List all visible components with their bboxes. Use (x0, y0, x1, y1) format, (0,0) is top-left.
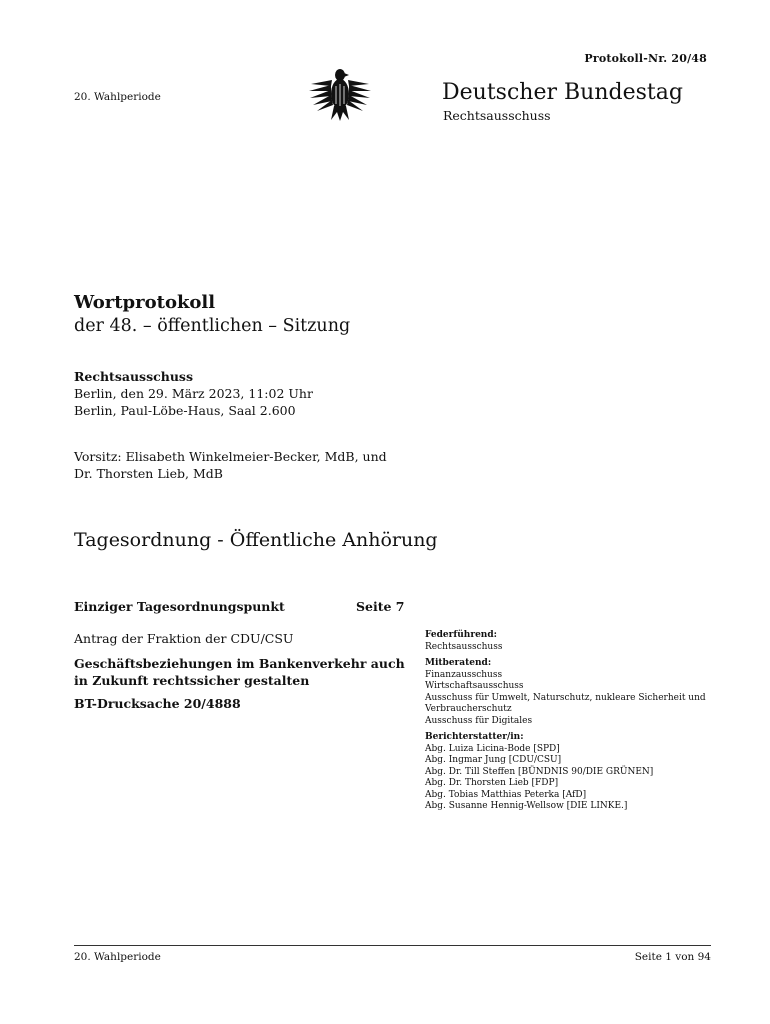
rapporteur: Abg. Dr. Thorsten Lieb [FDP] (425, 778, 559, 788)
page-number: Seite 1 von 94 (634, 951, 711, 963)
advising-committee: Wirtschaftsausschuss (425, 681, 524, 691)
agenda-heading: Tagesordnung - Öffentliche Anhörung (74, 529, 438, 551)
document-subtitle: der 48. – öffentlichen – Sitzung (74, 316, 351, 336)
rapporteur: Abg. Luiza Licina-Bode [SPD] (425, 743, 560, 754)
motion-by: Antrag der Fraktion der CDU/CSU (74, 631, 294, 646)
advising-committee: Ausschuss für Digitales (425, 715, 533, 726)
rapporteur: Abg. Ingmar Jung [CDU/CSU] (425, 755, 562, 765)
footer-divider (74, 945, 711, 946)
rapporteurs-label: Berichterstatter/in: (425, 732, 524, 742)
document-title: Wortprotokoll (74, 292, 216, 313)
lead-label: Federführend: (425, 630, 497, 640)
agenda-item-page: Seite 7 (356, 599, 405, 614)
agenda-item-label: Einziger Tagesordnungspunkt (74, 599, 285, 614)
chair-line-1: Vorsitz: Elisabeth Winkelmeier-Becker, MdB, und (74, 449, 387, 464)
motion-title: Geschäftsbeziehungen im Bankenverkehr auch in Zukunft rechtssicher gestalten (74, 656, 405, 688)
rapporteurs-group (425, 732, 715, 813)
footer-period: 20. Wahlperiode (74, 951, 161, 963)
printed-matter: BT-Drucksache 20/4888 (74, 696, 241, 711)
advising-committee: Finanzausschuss (425, 669, 503, 680)
meeting-committee: Rechtsausschuss (74, 369, 193, 384)
rapporteur: Abg. Susanne Hennig-Wellsow [DIE LINKE.] (425, 801, 628, 811)
committee-sidebar (425, 630, 715, 818)
meeting-chair (74, 448, 387, 482)
advising-label: Mitberatend: (425, 658, 492, 668)
protocol-number: Protokoll-Nr. 20/48 (584, 52, 707, 65)
lead-committee-group (425, 630, 715, 653)
meeting-details (74, 368, 313, 419)
committee-name: Rechtsausschuss (443, 108, 551, 123)
rapporteur: Abg. Dr. Till Steffen [BÜNDNIS 90/DIE GRÜNEN] (425, 766, 654, 777)
meeting-date: Berlin, den 29. März 2023, 11:02 Uhr (74, 386, 313, 401)
advising-committee: Ausschuss für Umwelt, Naturschutz, nukleare Sicherheit und Verbraucherschutz (425, 692, 706, 714)
rapporteur: Abg. Tobias Matthias Peterka [AfD] (425, 789, 587, 800)
federal-eagle-icon (307, 66, 373, 122)
advising-committees-group (425, 658, 715, 727)
legislative-period: 20. Wahlperiode (74, 91, 161, 103)
meeting-place: Berlin, Paul-Löbe-Haus, Saal 2.600 (74, 403, 296, 418)
institution-name: Deutscher Bundestag (442, 80, 683, 105)
chair-line-2: Dr. Thorsten Lieb, MdB (74, 466, 223, 481)
lead-committee: Rechtsausschuss (425, 641, 503, 652)
